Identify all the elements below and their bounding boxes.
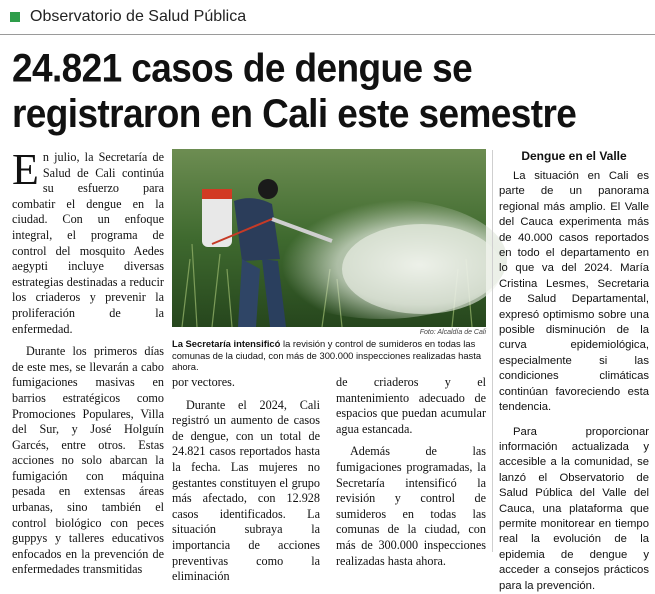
photo-credit: Foto: Alcaldía de Cali <box>419 329 486 336</box>
caption-text: la revisión y control de sumideros en todas las comunas de la ciudad, con más de 300.000 inspecciones realizadas hasta ahora. <box>172 338 482 372</box>
article-paragraph: Además de las fumigaciones programadas, la Secretaría intensificó la revisión y control de sumideros en todas las comunas de la ciudad, con más de 300.000 inspecciones realizadas hasta ahora. <box>336 444 486 568</box>
dropcap: E <box>12 145 39 194</box>
header-divider <box>0 34 655 35</box>
headline <box>12 46 648 137</box>
article-paragraph: por vectores. <box>172 375 235 389</box>
sidebar-paragraph: La situación en Cali es parte de un panorama regional más amplio. El Valle del Cauca experimenta más de 40.000 casos reportados en todo el departamento en lo que va del 2024. María Cristina Lesmes, Secretaria de Salud Departamental, expresó optimismo sobre una posible disminución de la curva epidemiológica, especialmente si las condiciones climáticas continúan favoreciendo esta tendencia. <box>499 170 649 414</box>
sidebar-box <box>499 149 649 594</box>
sidebar-body <box>499 169 649 594</box>
section-header <box>10 6 246 28</box>
article-column-1 <box>12 145 164 578</box>
article-paragraph: Durante el 2024, Cali registró un aumento de casos de dengue, con un total de 24.821 casos reportados hasta la fecha. Las mujeres no gestantes constituyen el grupo más afectado, con 12.928 casos identificados. La situación subraya la importancia de acciones preventivas como la eliminación <box>172 397 320 584</box>
article-paragraph: Durante los primeros días de este mes, se llevarán a cabo fumigaciones masivas en barrios estratégicos como Promociones Populares, Villa del Sur, y José Holguín Garcés, entre otros. Estas acciones no solo abarcan la fumigación con máquina pesada en extensas áreas urbanas, sino también el control biológico con peces guppys y talleres educativos enfocados en la prevención de enfermedades transmitidas <box>12 344 164 577</box>
article-column-2 <box>172 375 320 585</box>
article-column-3 <box>336 375 486 569</box>
article-photo <box>172 149 486 327</box>
article-paragraph: En julio, la Secretaría de Salud de Cali continúa su esfuerzo para combatir el dengue en la ciudad. Con un enfoque integral, el programa de control del mosquito Aedes aegypti incluye diversas estrategias destinadas a reducir los criaderos y prevenir la proliferación de la enfermedad. <box>12 145 164 336</box>
headline-line-1: 24.821 casos de dengue se <box>12 46 473 91</box>
sidebar-paragraph: Para proporcionar información actualizada y accesible a la comunidad, se lanzó el Observatorio de Salud Pública del Valle del Cauca, una plataforma que permite monitorear en tiempo real la evolución de la epidemia de dengue y acceder a consejos prácticos para la prevención. <box>499 425 649 592</box>
article-paragraph: de criaderos y el mantenimiento adecuado de espacios que puedan acumular agua estancada. <box>336 375 486 436</box>
caption-lead: La Secretaría intensificó <box>172 338 281 349</box>
section-marker-icon <box>10 12 20 22</box>
fumigation-photo-illustration <box>172 149 486 327</box>
column-divider <box>492 150 493 552</box>
section-label: Observatorio de Salud Pública <box>30 8 247 25</box>
sidebar-title: Dengue en el Valle <box>521 149 627 163</box>
headline-line-2: registraron en Cali este semestre <box>12 91 577 136</box>
photo-caption <box>172 338 490 373</box>
